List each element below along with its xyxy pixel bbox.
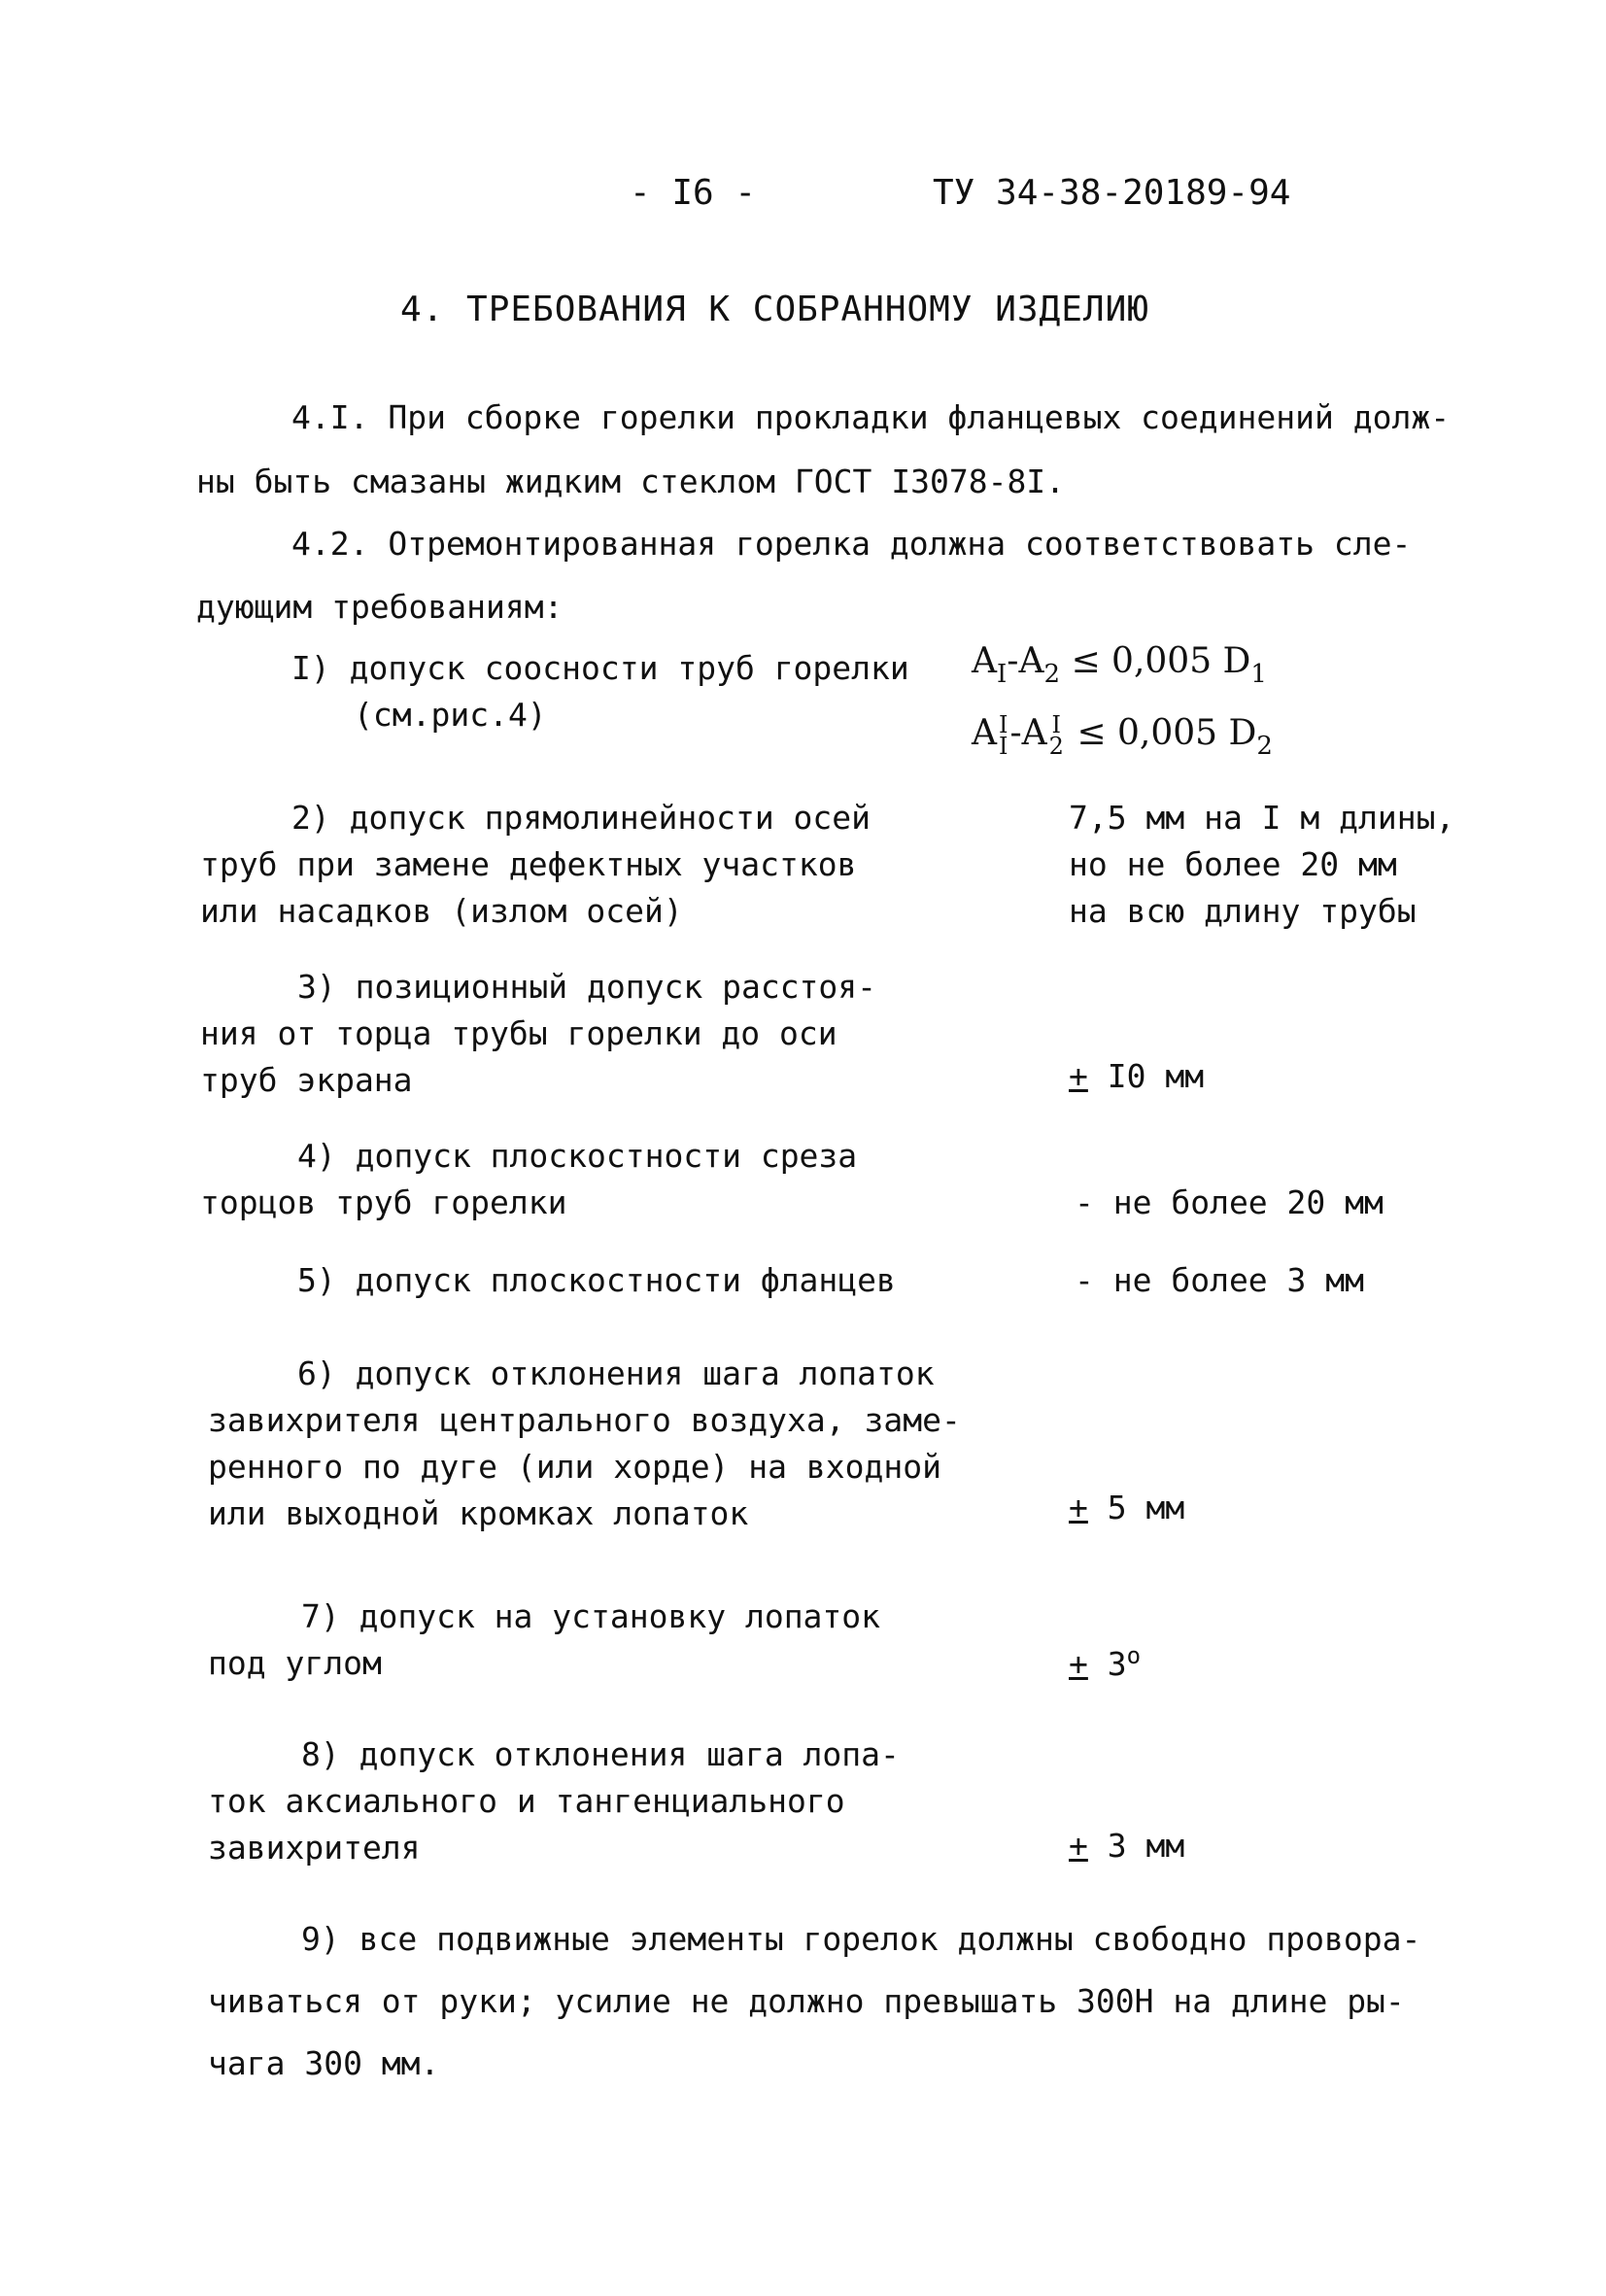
item-5-line1: 5) допуск плоскостности фланцев xyxy=(297,1261,896,1299)
item-4-value: - не более 20 мм xyxy=(1075,1183,1384,1221)
item-2-value-1: 7,5 мм на I м длины, xyxy=(1069,799,1455,837)
degree-sign: o xyxy=(1126,1642,1142,1669)
item-6-line2: завихрителя центрального воздуха, заме- xyxy=(208,1401,961,1439)
item-3-line1: 3) позиционный допуск расстоя- xyxy=(297,968,877,1006)
formula-fraction xyxy=(999,711,1008,760)
item-6-value xyxy=(1069,1489,1184,1526)
document-code: ТУ 34-38-20189-94 xyxy=(933,173,1291,213)
formula-symbol: A xyxy=(972,713,997,753)
item-1-line2: (см.рис.4) xyxy=(354,696,547,734)
item-5-value: - не более 3 мм xyxy=(1075,1261,1365,1299)
plus-minus-sign: + xyxy=(1069,1057,1088,1095)
item-2-line2: труб при замене дефектных участков xyxy=(200,845,857,883)
formula-coaxiality-1 xyxy=(972,641,1267,689)
para-4-2-line2: дующим требованиям: xyxy=(196,588,564,626)
para-4-1-line2: ны быть смазаны жидким стеклом ГОСТ I3078-8I. xyxy=(196,463,1066,500)
plus-minus-sign: + xyxy=(1069,1645,1088,1683)
para-4-2-line1: 4.2. Отремонтированная горелка должна соответствовать сле- xyxy=(291,525,1412,563)
item-7-line2: под углом xyxy=(208,1644,382,1682)
formula-symbol: -A xyxy=(1009,713,1047,753)
tolerance-value: I0 мм xyxy=(1087,1057,1205,1095)
para-4-1-line1: 4.I. При сборке горелки прокладки фланцевых соединений долж- xyxy=(291,398,1451,436)
item-1-line1: I) допуск соосности труб горелки xyxy=(291,649,909,687)
item-3-line3: труб экрана xyxy=(200,1061,413,1099)
tolerance-value: 3 мм xyxy=(1087,1827,1185,1865)
plus-minus-sign: + xyxy=(1069,1827,1088,1865)
formula-subscript: 1 xyxy=(1250,660,1267,689)
formula-fraction xyxy=(1048,711,1064,760)
item-3-line2: ния от торца трубы горелки до оси xyxy=(200,1014,837,1052)
item-3-value xyxy=(1069,1057,1204,1095)
item-8-value xyxy=(1069,1827,1184,1865)
item-7-value xyxy=(1069,1642,1141,1683)
formula-subscript: I xyxy=(999,733,1008,760)
formula-value: ≤ 0,005 D xyxy=(1060,641,1251,681)
section-title: 4. ТРЕБОВАНИЯ К СОБРАННОМУ ИЗДЕЛИЮ xyxy=(400,290,1149,329)
item-9-line3: чага 300 мм. xyxy=(208,2044,440,2082)
page-number: - I6 - xyxy=(630,173,757,213)
item-6-line4: или выходной кромках лопаток xyxy=(208,1494,749,1532)
formula-symbol: A xyxy=(972,641,997,681)
item-9-line1: 9) все подвижные элементы горелок должны свободно провора- xyxy=(301,1920,1421,1958)
formula-superscript: I xyxy=(1051,711,1062,738)
item-6-line3: ренного по дуге (или хорде) на входной xyxy=(208,1448,941,1486)
item-8-line1: 8) допуск отклонения шага лопа- xyxy=(301,1735,900,1773)
formula-symbol: -A xyxy=(1007,641,1044,681)
item-2-line1: 2) допуск прямолинейности осей xyxy=(291,799,871,837)
item-4-line1: 4) допуск плоскостности среза xyxy=(297,1137,858,1175)
item-2-value-2: но не более 20 мм xyxy=(1069,845,1397,883)
formula-value: ≤ 0,005 D xyxy=(1065,713,1257,753)
item-9-line2: чиваться от руки; усилие не должно превышать 300Н на длине ры- xyxy=(208,1982,1405,2020)
item-2-line3: или насадков (излом осей) xyxy=(200,892,683,930)
formula-coaxiality-2 xyxy=(972,711,1273,761)
formula-subscript: I xyxy=(997,660,1008,689)
item-8-line2: ток аксиального и тангенциального xyxy=(208,1782,845,1820)
formula-subscript: 2 xyxy=(1048,733,1064,760)
plus-minus-sign: + xyxy=(1069,1489,1088,1526)
item-6-line1: 6) допуск отклонения шага лопаток xyxy=(297,1354,935,1392)
item-2-value-3: на всю длину трубы xyxy=(1069,892,1417,930)
tolerance-value: 3 xyxy=(1087,1645,1127,1683)
formula-subscript: 2 xyxy=(1256,732,1273,761)
item-4-line2: торцов труб горелки xyxy=(200,1183,567,1221)
formula-subscript: 2 xyxy=(1043,660,1060,689)
item-8-line3: завихрителя xyxy=(208,1829,421,1867)
item-7-line1: 7) допуск на установку лопаток xyxy=(301,1597,881,1635)
tolerance-value: 5 мм xyxy=(1087,1489,1185,1526)
formula-superscript: I xyxy=(999,711,1008,738)
